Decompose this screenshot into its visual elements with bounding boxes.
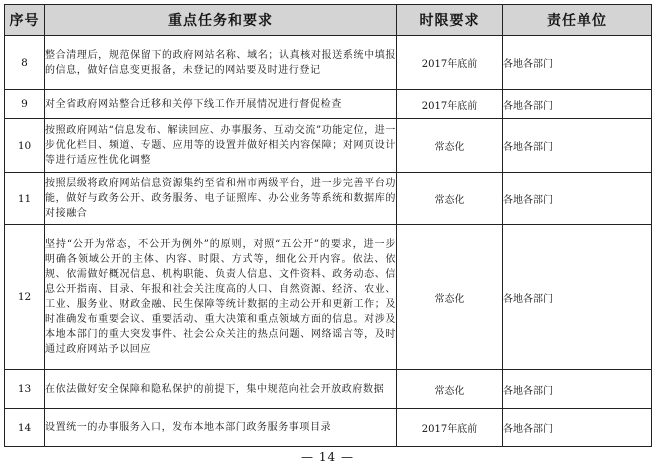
- header-seq: 序号: [5, 5, 45, 36]
- row-task: 按照层级将政府网站信息资源集约至省和州市两级平台，进一步完善平台功能，做好与政务公开、政务服务、电子证照库、办公业务等系统和数据库的对接融合: [45, 173, 397, 225]
- row-task: 对全省政府网站整合迁移和关停下线工作开展情况进行督促检查: [45, 90, 397, 119]
- row-deadline: 2017年底前: [397, 409, 503, 447]
- row-number: 10: [5, 119, 45, 173]
- table-row: [5, 36, 652, 90]
- table-row: [5, 370, 652, 409]
- row-deadline: 常态化: [397, 173, 503, 225]
- page-number: — 14 —: [301, 450, 354, 464]
- table-row: [5, 173, 652, 225]
- row-number: 11: [5, 173, 45, 225]
- row-deadline: 常态化: [397, 119, 503, 173]
- header-task: 重点任务和要求: [45, 5, 397, 36]
- row-unit: 各地各部门: [503, 370, 652, 409]
- row-number: 9: [5, 90, 45, 119]
- header-unit: 责任单位: [503, 5, 652, 36]
- table-row: [5, 225, 652, 370]
- row-deadline: 2017年底前: [397, 36, 503, 90]
- header-row: [5, 5, 652, 36]
- row-number: 8: [5, 36, 45, 90]
- row-deadline: 常态化: [397, 225, 503, 370]
- row-unit: 各地各部门: [503, 225, 652, 370]
- row-number: 13: [5, 370, 45, 409]
- row-task: 设置统一的办事服务入口，发布本地本部门政务服务事项目录: [45, 409, 397, 447]
- row-task: 在依法做好安全保障和隐私保护的前提下，集中规范向社会开放政府数据: [45, 370, 397, 409]
- tasks-table: [4, 4, 652, 447]
- row-number: 14: [5, 409, 45, 447]
- table-row: [5, 90, 652, 119]
- row-task: 按照政府网站“信息发布、解读回应、办事服务、互动交流”功能定位，进一步优化栏目、频道、专题、应用等的设置并做好相关内容保障；对网页设计等进行适应性优化调整: [45, 119, 397, 173]
- row-deadline: 2017年底前: [397, 90, 503, 119]
- row-unit: 各地各部门: [503, 173, 652, 225]
- row-task: 整合清理后，规范保留下的政府网站名称、域名；认真核对报送系统中填报的信息，做好信息变更报备，未登记的网站要及时进行登记: [45, 36, 397, 90]
- row-unit: 各地各部门: [503, 90, 652, 119]
- header-deadline: 时限要求: [397, 5, 503, 36]
- row-task: 坚持“公开为常态，不公开为例外”的原则，对照“五公开”的要求，进一步明确各领域公开的主体、内容、时限、方式等，细化公开内容。依法、依规、依需做好概况信息、机构职能、负责人信息、文件资料、政务动态、信息公开指南、目录、年报和社会关注度高的人口、自然资源、经济、农业、工业、服务业、财政金融、民生保障等统计数据的主动公开和更新工作；及时准确发布重要会议、重要活动、重大决策和重点领域方面的信息。对涉及本地本部门的重大突发事件、社会公众关注的热点问题、网络谣言等，及时通过政府网站予以回应: [45, 225, 397, 370]
- table-row: [5, 409, 652, 447]
- row-number: 12: [5, 225, 45, 370]
- table-row: [5, 119, 652, 173]
- row-unit: 各地各部门: [503, 409, 652, 447]
- row-unit: 各地各部门: [503, 119, 652, 173]
- row-deadline: 常态化: [397, 370, 503, 409]
- row-unit: 各地各部门: [503, 36, 652, 90]
